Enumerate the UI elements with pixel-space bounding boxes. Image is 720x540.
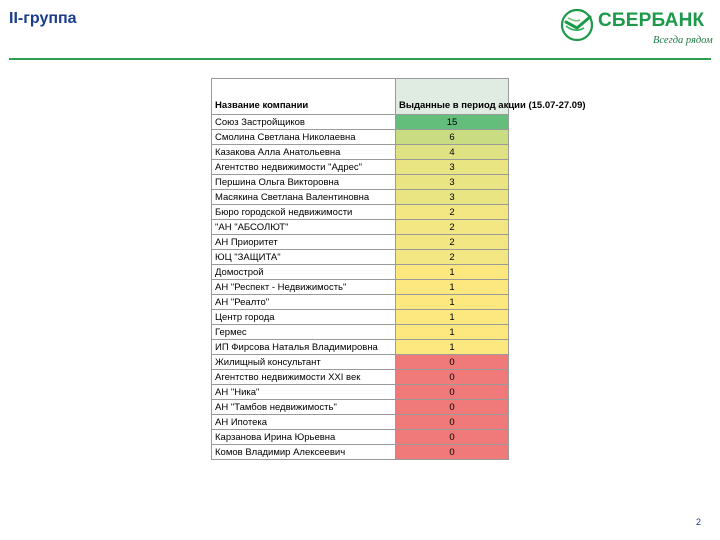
issued-count-cell: 3 [396, 190, 509, 205]
company-name-cell: АН "Ника" [212, 385, 396, 400]
company-name-cell: Комов Владимир Алексеевич [212, 445, 396, 460]
company-name-cell: Бюро городской недвижимости [212, 205, 396, 220]
company-name-cell: Карзанова Ирина Юрьевна [212, 430, 396, 445]
table-row [212, 340, 509, 355]
company-name-cell: "АН "АБСОЛЮТ" [212, 220, 396, 235]
company-name-cell: Гермес [212, 325, 396, 340]
table-row [212, 250, 509, 265]
issued-count-cell: 2 [396, 250, 509, 265]
company-name-cell: АН "Реалто" [212, 295, 396, 310]
company-name-cell: АН "Тамбов недвижимость" [212, 400, 396, 415]
page-number: 2 [696, 517, 702, 527]
issued-count-cell: 0 [396, 430, 509, 445]
table-row [212, 130, 509, 145]
issued-count-cell: 0 [396, 385, 509, 400]
issued-count-cell: 1 [396, 340, 509, 355]
table-body [212, 115, 509, 460]
issued-count-cell: 1 [396, 310, 509, 325]
table-row [212, 235, 509, 250]
issued-count-cell: 1 [396, 280, 509, 295]
header-divider [9, 58, 711, 60]
table-container [211, 78, 586, 460]
table-row [212, 115, 509, 130]
company-name-cell: Агентство недвижимости XXI век [212, 370, 396, 385]
table-row [212, 415, 509, 430]
company-name-cell: АН "Респект - Недвижимость" [212, 280, 396, 295]
sberbank-logo-icon [560, 8, 594, 42]
issued-count-cell: 0 [396, 370, 509, 385]
table-row [212, 175, 509, 190]
company-name-cell: АН Приоритет [212, 235, 396, 250]
table-row [212, 445, 509, 460]
logo-tagline: Всегда рядом [653, 35, 713, 46]
table-row [212, 280, 509, 295]
table-row [212, 205, 509, 220]
issued-count-cell: 4 [396, 145, 509, 160]
header-issued: Выданные в период акции (15.07-27.09) [396, 79, 509, 115]
table-row [212, 385, 509, 400]
issued-count-cell: 15 [396, 115, 509, 130]
company-name-cell: Казакова Алла Анатольевна [212, 145, 396, 160]
company-name-cell: Смолина Светлана Николаевна [212, 130, 396, 145]
table-row [212, 355, 509, 370]
issued-count-cell: 6 [396, 130, 509, 145]
table-row [212, 220, 509, 235]
company-name-cell: Союз Застройщиков [212, 115, 396, 130]
header-company: Название компании [212, 79, 396, 115]
issued-count-cell: 2 [396, 235, 509, 250]
company-name-cell: ИП Фирсова Наталья Владимировна [212, 340, 396, 355]
table-row [212, 265, 509, 280]
table-row [212, 430, 509, 445]
table-row [212, 370, 509, 385]
companies-table [211, 78, 586, 460]
company-name-cell: Агентство недвижимости "Адрес" [212, 160, 396, 175]
logo-wordmark: СБЕРБАНК [598, 10, 705, 31]
table-row [212, 310, 509, 325]
issued-count-cell: 0 [396, 355, 509, 370]
company-name-cell: Першина Ольга Викторовна [212, 175, 396, 190]
issued-count-cell: 3 [396, 175, 509, 190]
issued-count-cell: 0 [396, 400, 509, 415]
table-header-row [212, 79, 509, 115]
issued-count-cell: 2 [396, 220, 509, 235]
slide-title: II-группа [9, 10, 77, 27]
issued-count-cell: 3 [396, 160, 509, 175]
issued-count-cell: 1 [396, 265, 509, 280]
issued-count-cell: 2 [396, 205, 509, 220]
company-name-cell: Жилищный консультант [212, 355, 396, 370]
issued-count-cell: 0 [396, 445, 509, 460]
company-name-cell: ЮЦ "ЗАЩИТА" [212, 250, 396, 265]
company-name-cell: АН Ипотека [212, 415, 396, 430]
sberbank-logo [560, 6, 720, 50]
table-row [212, 160, 509, 175]
table-row [212, 145, 509, 160]
table-row [212, 325, 509, 340]
issued-count-cell: 1 [396, 295, 509, 310]
table-row [212, 295, 509, 310]
issued-count-cell: 0 [396, 415, 509, 430]
company-name-cell: Центр города [212, 310, 396, 325]
company-name-cell: Масякина Светлана Валентиновна [212, 190, 396, 205]
issued-count-cell: 1 [396, 325, 509, 340]
table-row [212, 190, 509, 205]
company-name-cell: Домострой [212, 265, 396, 280]
table-row [212, 400, 509, 415]
